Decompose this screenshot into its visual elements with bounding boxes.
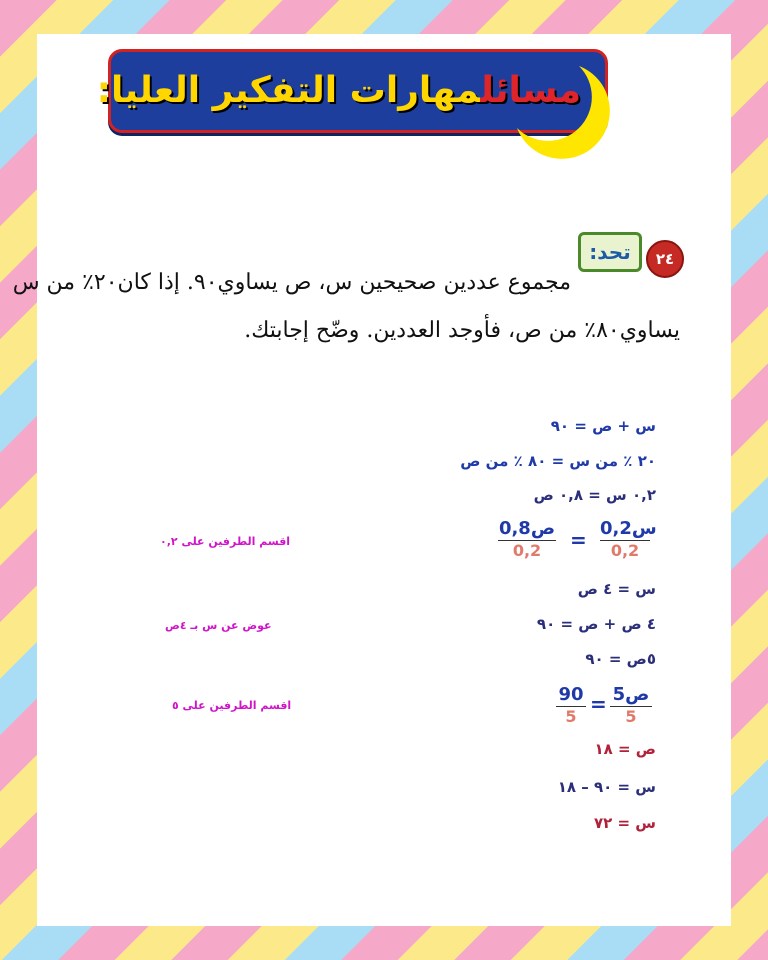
- equals-sign: =: [570, 528, 587, 552]
- fraction-right-1: [498, 518, 556, 561]
- fraction-numerator: 0,2س: [600, 518, 657, 539]
- note-divide-5: اقسم الطرفين على ٥: [172, 699, 292, 712]
- step-x-result: س = ٧٢: [593, 814, 656, 832]
- fraction-denominator: 5: [556, 706, 586, 727]
- step-5y: ٥ص = ٩٠: [585, 650, 656, 668]
- step-y-result: ص = ١٨: [594, 740, 656, 758]
- fraction-denominator: 0,2: [600, 540, 650, 561]
- equals-sign: =: [590, 692, 607, 716]
- fraction-left-2: [610, 684, 652, 727]
- challenge-tag: تحد:: [578, 232, 642, 272]
- fraction-numerator: 90: [558, 684, 584, 705]
- fraction-denominator: 0,2: [498, 540, 556, 561]
- step-x-subtract: س = ٩٠ – ١٨: [557, 778, 656, 796]
- step-sum: س + ص = ٩٠: [550, 417, 656, 435]
- step-substitute: ٤ ص + ص = ٩٠: [536, 615, 656, 633]
- question-line-2: يساوي٨٠٪ من ص، فأوجد العددين. وضّح إجابتك.: [244, 318, 680, 343]
- step-x-equals-4y: س = ٤ ص: [577, 580, 656, 598]
- title-banner: [96, 49, 608, 133]
- fraction-denominator: 5: [610, 706, 652, 727]
- fraction-numerator: 5ص: [612, 684, 650, 705]
- fraction-right-2: [556, 684, 586, 727]
- note-divide-02: اقسم الطرفين على ٠,٢: [160, 535, 291, 548]
- page-title: [97, 52, 581, 130]
- step-decimal: ٠,٢ س = ٠,٨ ص: [533, 486, 656, 504]
- step-percent: ٢٠ ٪ من س = ٨٠ ٪ من ص: [460, 452, 656, 470]
- title-part2: مهارات التفكير العليا:: [96, 70, 481, 111]
- fraction-numerator: 0,8ص: [498, 518, 556, 539]
- note-substitute: عوض عن س بـ ٤ص: [165, 619, 272, 632]
- question-line-1: مجموع عددين صحيحين س، ص يساوي٩٠. إذا كان٢٠٪ من س: [12, 270, 571, 295]
- title-part1: مسائل: [480, 70, 581, 111]
- fraction-left-1: [600, 518, 657, 561]
- question-number-badge: ٢٤: [646, 240, 684, 278]
